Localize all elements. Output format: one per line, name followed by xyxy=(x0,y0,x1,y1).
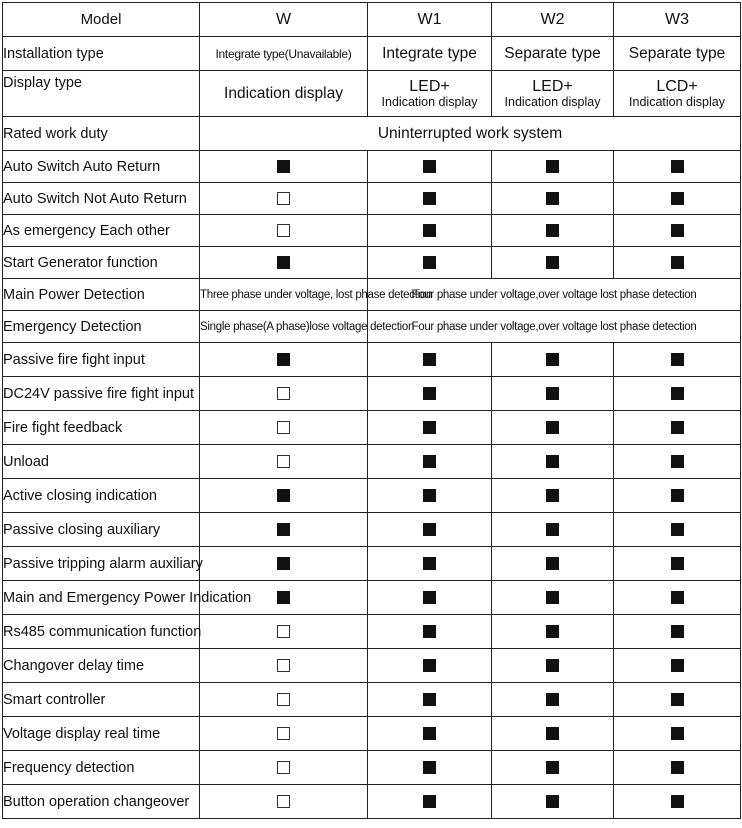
mark-cell xyxy=(492,151,614,183)
mark-cell xyxy=(614,479,741,513)
filled-square-icon xyxy=(546,256,559,269)
filled-square-icon xyxy=(423,659,436,672)
filled-square-icon xyxy=(546,795,559,808)
detection-row xyxy=(3,279,741,311)
mark-cell xyxy=(492,649,614,683)
mark-cell xyxy=(492,513,614,547)
filled-square-icon xyxy=(671,659,684,672)
mark-cell xyxy=(200,683,368,717)
row-label: Start Generator function xyxy=(3,247,200,279)
filled-square-icon xyxy=(671,387,684,400)
row-label: Unload xyxy=(3,445,200,479)
filled-square-icon xyxy=(671,224,684,237)
detection-others: Four phase under voltage,over voltage lost phase detection xyxy=(368,279,741,311)
filled-square-icon xyxy=(546,557,559,570)
filled-square-icon xyxy=(671,625,684,638)
mark-cell xyxy=(368,513,492,547)
mark-cell xyxy=(614,751,741,785)
filled-square-icon xyxy=(546,693,559,706)
row-label: As emergency Each other xyxy=(3,215,200,247)
mark-cell xyxy=(368,247,492,279)
mark-cell xyxy=(368,479,492,513)
mark-cell xyxy=(200,343,368,377)
row-label: Rs485 communication function xyxy=(3,615,200,649)
row-label: Passive closing auxiliary xyxy=(3,513,200,547)
row-label: Rated work duty xyxy=(3,117,200,151)
filled-square-icon xyxy=(546,659,559,672)
display-main: LCD+ xyxy=(656,78,698,95)
filled-square-icon xyxy=(546,489,559,502)
mark-cell xyxy=(492,343,614,377)
mark-cell xyxy=(368,215,492,247)
filled-square-icon xyxy=(423,224,436,237)
mark-cell xyxy=(492,751,614,785)
filled-square-icon xyxy=(671,727,684,740)
mark-cell xyxy=(492,547,614,581)
mark-cell xyxy=(614,183,741,215)
filled-square-icon xyxy=(546,353,559,366)
detection-w: Single phase(A phase)lose voltage detection xyxy=(200,311,368,343)
mark-cell xyxy=(492,683,614,717)
mark-cell xyxy=(200,247,368,279)
spec-table xyxy=(2,2,741,819)
mark-cell xyxy=(200,445,368,479)
empty-square-icon xyxy=(277,659,290,672)
filled-square-icon xyxy=(546,455,559,468)
mark-cell xyxy=(368,377,492,411)
installation-w3: Separate type xyxy=(614,37,741,71)
mark-cell xyxy=(492,183,614,215)
filled-square-icon xyxy=(546,591,559,604)
installation-w1: Integrate type xyxy=(368,37,492,71)
display-main: LED+ xyxy=(532,78,573,95)
filled-square-icon xyxy=(546,727,559,740)
features-a xyxy=(3,151,741,279)
feature-row xyxy=(3,411,741,445)
mark-cell xyxy=(492,445,614,479)
filled-square-icon xyxy=(277,160,290,173)
mark-cell xyxy=(200,717,368,751)
mark-cell xyxy=(492,717,614,751)
row-label: Installation type xyxy=(3,37,200,71)
mark-cell xyxy=(368,151,492,183)
feature-row xyxy=(3,151,741,183)
feature-row xyxy=(3,343,741,377)
display-w: Indication display xyxy=(200,71,368,117)
filled-square-icon xyxy=(277,256,290,269)
empty-square-icon xyxy=(277,795,290,808)
mark-cell xyxy=(200,751,368,785)
mark-cell xyxy=(614,151,741,183)
filled-square-icon xyxy=(546,421,559,434)
feature-row xyxy=(3,445,741,479)
filled-square-icon xyxy=(423,489,436,502)
mark-cell xyxy=(492,479,614,513)
filled-square-icon xyxy=(277,557,290,570)
mark-cell xyxy=(200,513,368,547)
filled-square-icon xyxy=(671,192,684,205)
duty-row xyxy=(3,117,741,151)
filled-square-icon xyxy=(671,353,684,366)
mark-cell xyxy=(200,479,368,513)
feature-row xyxy=(3,479,741,513)
filled-square-icon xyxy=(671,523,684,536)
mark-cell xyxy=(614,547,741,581)
header-w1: W1 xyxy=(368,3,492,37)
installation-row xyxy=(3,37,741,71)
filled-square-icon xyxy=(277,591,290,604)
filled-square-icon xyxy=(423,353,436,366)
row-label: Changover delay time xyxy=(3,649,200,683)
display-w3 xyxy=(614,71,741,117)
detection-row xyxy=(3,311,741,343)
mark-cell xyxy=(368,183,492,215)
filled-square-icon xyxy=(423,160,436,173)
empty-square-icon xyxy=(277,693,290,706)
row-label: Display type xyxy=(3,71,200,117)
row-label: Frequency detection xyxy=(3,751,200,785)
filled-square-icon xyxy=(423,557,436,570)
row-label: Auto Switch Not Auto Return xyxy=(3,183,200,215)
feature-row xyxy=(3,717,741,751)
row-label: DC24V passive fire fight input xyxy=(3,377,200,411)
mark-cell xyxy=(614,513,741,547)
filled-square-icon xyxy=(546,387,559,400)
mark-cell xyxy=(492,581,614,615)
filled-square-icon xyxy=(423,591,436,604)
header-w: W xyxy=(200,3,368,37)
filled-square-icon xyxy=(671,557,684,570)
feature-row xyxy=(3,183,741,215)
mark-cell xyxy=(200,785,368,819)
row-label: Voltage display real time xyxy=(3,717,200,751)
mark-cell xyxy=(614,411,741,445)
feature-row xyxy=(3,513,741,547)
filled-square-icon xyxy=(546,625,559,638)
mark-cell xyxy=(368,615,492,649)
empty-square-icon xyxy=(277,421,290,434)
installation-w: Integrate type(Unavailable) xyxy=(200,37,368,71)
display-w2 xyxy=(492,71,614,117)
installation-w2: Separate type xyxy=(492,37,614,71)
header-w3: W3 xyxy=(614,3,741,37)
mark-cell xyxy=(614,377,741,411)
mark-cell xyxy=(368,445,492,479)
mark-cell xyxy=(368,785,492,819)
empty-square-icon xyxy=(277,727,290,740)
filled-square-icon xyxy=(423,387,436,400)
mark-cell xyxy=(368,411,492,445)
mark-cell xyxy=(200,151,368,183)
row-label: Main and Emergency Power Indication xyxy=(3,581,200,615)
filled-square-icon xyxy=(423,192,436,205)
filled-square-icon xyxy=(423,455,436,468)
header-model: Model xyxy=(3,3,200,37)
display-sub: Indication display xyxy=(629,95,725,109)
mark-cell xyxy=(614,581,741,615)
row-label: Active closing indication xyxy=(3,479,200,513)
row-label: Emergency Detection xyxy=(3,311,200,343)
mark-cell xyxy=(200,215,368,247)
filled-square-icon xyxy=(546,224,559,237)
empty-square-icon xyxy=(277,761,290,774)
filled-square-icon xyxy=(671,160,684,173)
filled-square-icon xyxy=(546,160,559,173)
mark-cell xyxy=(492,785,614,819)
detection-w: Three phase under voltage, lost phase detection xyxy=(200,279,368,311)
mark-cell xyxy=(614,785,741,819)
filled-square-icon xyxy=(671,693,684,706)
feature-row xyxy=(3,581,741,615)
display-sub: Indication display xyxy=(381,95,478,109)
mark-cell xyxy=(614,717,741,751)
empty-square-icon xyxy=(277,192,290,205)
filled-square-icon xyxy=(423,523,436,536)
row-label: Passive fire fight input xyxy=(3,343,200,377)
filled-square-icon xyxy=(423,761,436,774)
filled-square-icon xyxy=(671,489,684,502)
filled-square-icon xyxy=(671,795,684,808)
feature-row xyxy=(3,215,741,247)
filled-square-icon xyxy=(546,523,559,536)
detection-rows xyxy=(3,279,741,343)
mark-cell xyxy=(614,683,741,717)
mark-cell xyxy=(614,649,741,683)
mark-cell xyxy=(492,215,614,247)
filled-square-icon xyxy=(423,256,436,269)
detection-others: Four phase under voltage,over voltage lost phase detection xyxy=(368,311,741,343)
mark-cell xyxy=(368,547,492,581)
filled-square-icon xyxy=(671,455,684,468)
filled-square-icon xyxy=(423,795,436,808)
filled-square-icon xyxy=(423,693,436,706)
empty-square-icon xyxy=(277,224,290,237)
display-main: LED+ xyxy=(409,78,450,95)
mark-cell xyxy=(200,183,368,215)
display-row xyxy=(3,71,741,117)
empty-square-icon xyxy=(277,387,290,400)
filled-square-icon xyxy=(423,421,436,434)
mark-cell xyxy=(368,649,492,683)
mark-cell xyxy=(200,615,368,649)
row-label: Passive tripping alarm auxiliary xyxy=(3,547,200,581)
mark-cell xyxy=(614,615,741,649)
row-label: Main Power Detection xyxy=(3,279,200,311)
filled-square-icon xyxy=(546,761,559,774)
mark-cell xyxy=(368,343,492,377)
mark-cell xyxy=(492,377,614,411)
mark-cell xyxy=(200,411,368,445)
feature-row xyxy=(3,247,741,279)
empty-square-icon xyxy=(277,455,290,468)
filled-square-icon xyxy=(277,523,290,536)
filled-square-icon xyxy=(277,489,290,502)
feature-row xyxy=(3,683,741,717)
feature-row xyxy=(3,751,741,785)
filled-square-icon xyxy=(671,256,684,269)
feature-row xyxy=(3,649,741,683)
row-label: Fire fight feedback xyxy=(3,411,200,445)
filled-square-icon xyxy=(277,353,290,366)
mark-cell xyxy=(368,717,492,751)
mark-cell xyxy=(492,411,614,445)
mark-cell xyxy=(200,377,368,411)
row-label: Button operation changeover xyxy=(3,785,200,819)
filled-square-icon xyxy=(671,591,684,604)
duty-value: Uninterrupted work system xyxy=(200,117,741,151)
mark-cell xyxy=(200,649,368,683)
filled-square-icon xyxy=(546,192,559,205)
filled-square-icon xyxy=(423,625,436,638)
header-w2: W2 xyxy=(492,3,614,37)
mark-cell xyxy=(614,445,741,479)
mark-cell xyxy=(614,215,741,247)
row-label: Smart controller xyxy=(3,683,200,717)
feature-row xyxy=(3,615,741,649)
empty-square-icon xyxy=(277,625,290,638)
filled-square-icon xyxy=(423,727,436,740)
filled-square-icon xyxy=(671,761,684,774)
display-w1 xyxy=(368,71,492,117)
row-label: Auto Switch Auto Return xyxy=(3,151,200,183)
mark-cell xyxy=(368,683,492,717)
feature-row xyxy=(3,547,741,581)
display-sub: Indication display xyxy=(504,95,601,109)
feature-row xyxy=(3,785,741,819)
mark-cell xyxy=(200,547,368,581)
mark-cell xyxy=(368,581,492,615)
filled-square-icon xyxy=(671,421,684,434)
mark-cell xyxy=(492,615,614,649)
header-row xyxy=(3,3,741,37)
features-b xyxy=(3,343,741,819)
mark-cell xyxy=(492,247,614,279)
mark-cell xyxy=(614,343,741,377)
mark-cell xyxy=(614,247,741,279)
mark-cell xyxy=(368,751,492,785)
feature-row xyxy=(3,377,741,411)
